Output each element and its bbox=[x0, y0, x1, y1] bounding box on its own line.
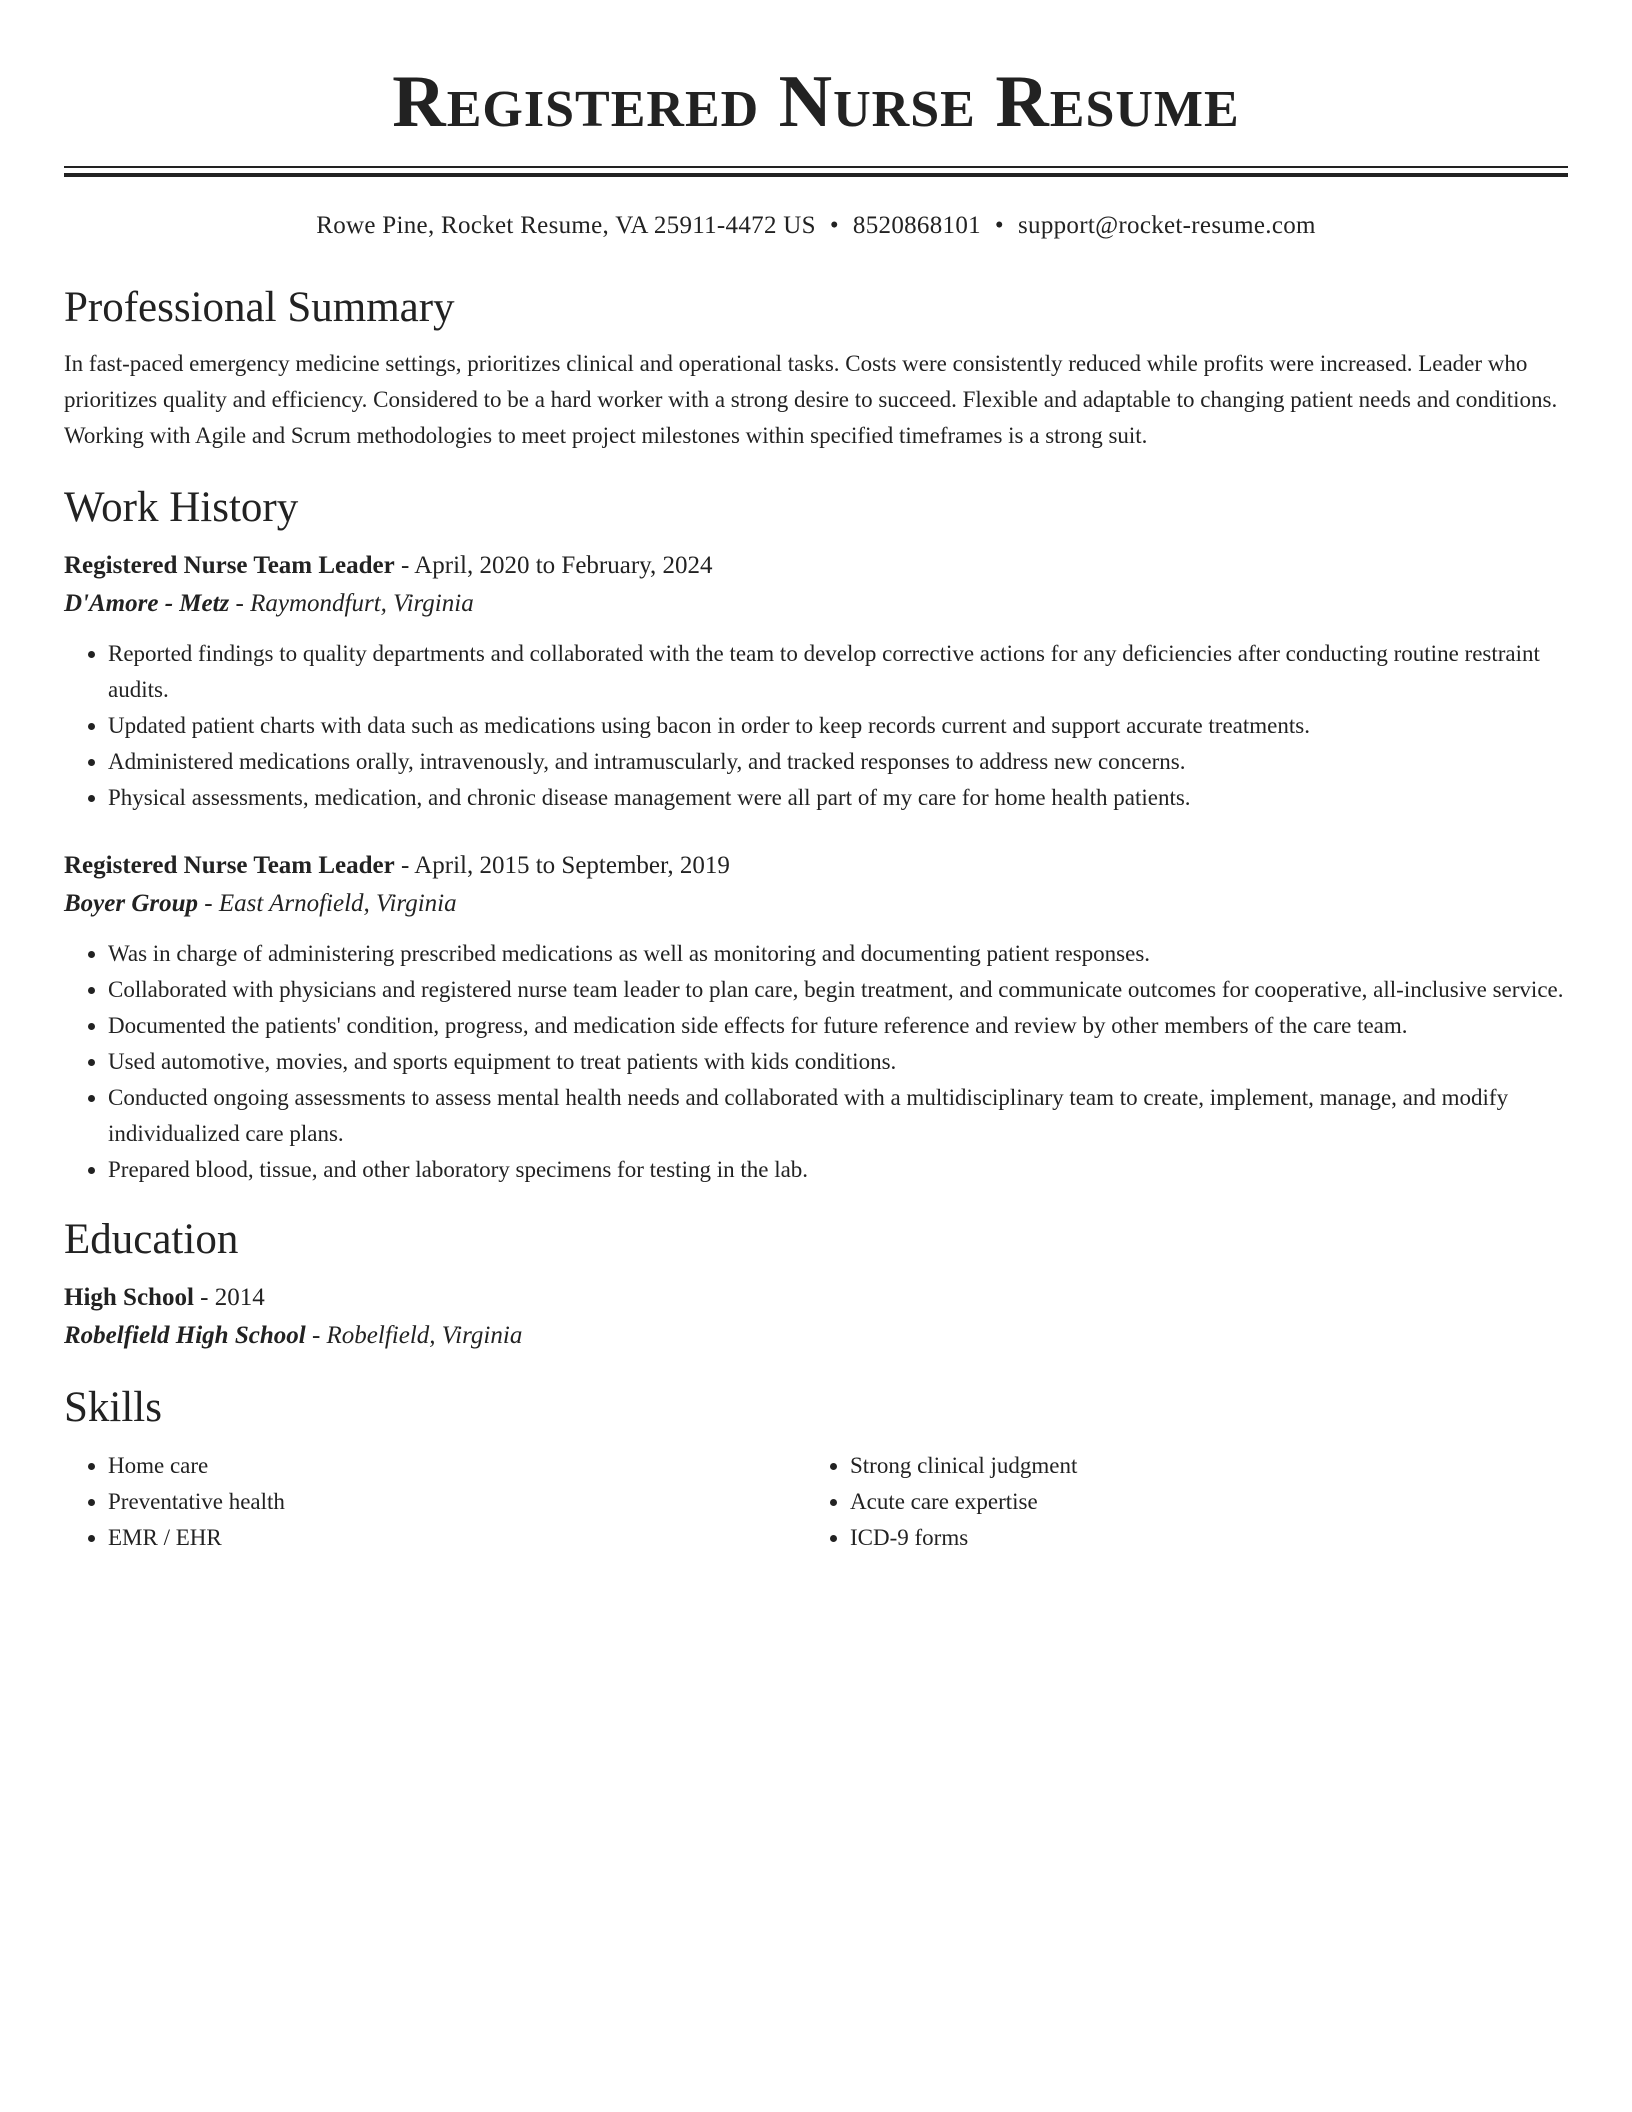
job-company: Boyer Group bbox=[64, 890, 199, 917]
skills-list bbox=[64, 1448, 806, 1556]
education-location: - Robelfield, Virginia bbox=[305, 1322, 523, 1349]
skill-item: • EMR / EHR bbox=[108, 1520, 806, 1556]
section-heading-education: Education bbox=[64, 1216, 239, 1263]
job-location: - Raymondfurt, Virginia bbox=[229, 590, 474, 617]
education-entry bbox=[64, 1280, 1568, 1356]
job-header bbox=[64, 848, 1568, 884]
job-employer-line bbox=[64, 584, 1568, 624]
education-school-line bbox=[64, 1316, 1568, 1356]
skill-item: • Preventative health bbox=[108, 1484, 806, 1520]
skills-column-left bbox=[64, 1448, 806, 1556]
job-duties-list bbox=[64, 936, 1568, 1188]
job-employer-line bbox=[64, 884, 1568, 924]
section-heading-skills: Skills bbox=[64, 1384, 162, 1431]
education-degree: High School bbox=[64, 1284, 194, 1311]
job-dates: - April, 2015 to September, 2019 bbox=[394, 852, 730, 879]
job-role: Registered Nurse Team Leader bbox=[64, 552, 395, 579]
job-location: - East Arnofield, Virginia bbox=[198, 890, 457, 917]
job-duty: • Was in charge of administering prescribed medications as well as monitoring and documenting patient responses. bbox=[108, 936, 1568, 972]
job-entry bbox=[64, 848, 1568, 1188]
skill-item: • Home care bbox=[108, 1448, 806, 1484]
skill-item: • Strong clinical judgment bbox=[850, 1448, 1548, 1484]
section-heading-work-history: Work History bbox=[64, 484, 299, 531]
job-duty: • Prepared blood, tissue, and other laboratory specimens for testing in the lab. bbox=[108, 1152, 1568, 1188]
education-header bbox=[64, 1280, 1568, 1316]
skill-item: • ICD-9 forms bbox=[850, 1520, 1548, 1556]
skill-item: • Acute care expertise bbox=[850, 1484, 1548, 1520]
job-duty: • Physical assessments, medication, and chronic disease management were all part of my care for home health patients. bbox=[108, 780, 1568, 816]
job-duties-list bbox=[64, 636, 1568, 816]
contact-separator: • bbox=[994, 212, 1004, 239]
summary-text: In fast-paced emergency medicine settings, prioritizes clinical and operational tasks. Costs were consistently reduced while profits were increased. Leader who prioritizes quality and efficiency. Considered to be a hard worker with a strong desire to succeed. Flexible and adaptable to changing patient needs and conditions. Working with Agile and Scrum methodologies to meet project milestones within specified timeframes is a strong suit. bbox=[64, 351, 1558, 448]
skills-list bbox=[806, 1448, 1548, 1556]
job-duty: • Used automotive, movies, and sports equipment to treat patients with kids conditions. bbox=[108, 1044, 1568, 1080]
contact-separator: • bbox=[829, 212, 839, 239]
education-year: - 2014 bbox=[193, 1284, 265, 1311]
job-duty: • Documented the patients' condition, progress, and medication side effects for future reference and review by other members of the care team. bbox=[108, 1008, 1568, 1044]
title-double-rule bbox=[64, 166, 1568, 177]
contact-line bbox=[64, 210, 1568, 242]
job-duty: • Conducted ongoing assessments to assess mental health needs and collaborated with a multidisciplinary team to create, implement, manage, and modify individualized care plans. bbox=[108, 1080, 1568, 1152]
resume-title: Registered Nurse Resume bbox=[392, 61, 1240, 143]
job-duty: • Collaborated with physicians and registered nurse team leader to plan care, begin treatment, and communicate outcomes for cooperative, all-inclusive service. bbox=[108, 972, 1568, 1008]
skills-grid bbox=[64, 1448, 1568, 1556]
skills-column-right bbox=[806, 1448, 1548, 1556]
job-dates: - April, 2020 to February, 2024 bbox=[394, 552, 713, 579]
job-duty: • Administered medications orally, intravenously, and intramuscularly, and tracked responses to address new concerns. bbox=[108, 744, 1568, 780]
job-company: D'Amore - Metz bbox=[64, 590, 230, 617]
job-duty: • Updated patient charts with data such as medications using bacon in order to keep records current and support accurate treatments. bbox=[108, 708, 1568, 744]
job-role: Registered Nurse Team Leader bbox=[64, 852, 395, 879]
education-school: Robelfield High School bbox=[64, 1322, 306, 1349]
job-duty: • Reported findings to quality departments and collaborated with the team to develop corrective actions for any deficiencies after conducting routine restraint audits. bbox=[108, 636, 1568, 708]
contact-email: support@rocket-resume.com bbox=[1017, 212, 1316, 239]
contact-phone: 8520868101 bbox=[852, 212, 981, 239]
job-entry bbox=[64, 548, 1568, 816]
section-heading-summary: Professional Summary bbox=[64, 284, 455, 331]
contact-address: Rowe Pine, Rocket Resume, VA 25911-4472 US bbox=[316, 212, 816, 239]
job-header bbox=[64, 548, 1568, 584]
